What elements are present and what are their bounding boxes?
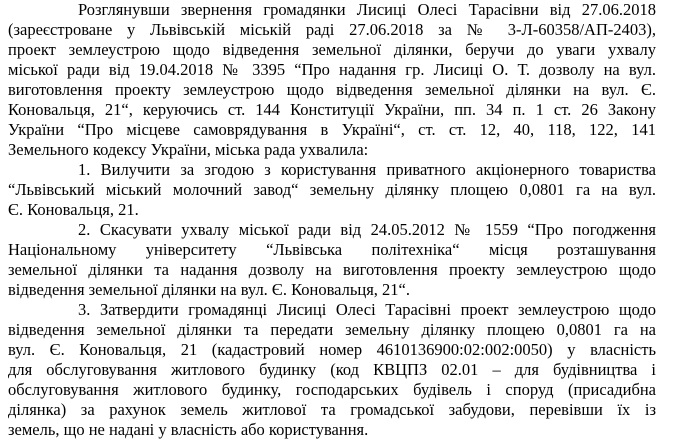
item-2-line-4: відведення земельної ділянки на вул. Є. Коновальця, 21“. — [8, 280, 411, 299]
preamble-line-3: проект землеустрою щодо відведення земельної ділянки, беручи до уваги ухвалу — [8, 40, 656, 59]
preamble-line-8: Земельного кодексу України, міська рада ухвалила: — [8, 140, 369, 159]
item-1-line-2: “Львівський міський молочний завод“ земельну ділянку площею 0,0801 га на вул. — [8, 180, 656, 199]
preamble-line-6: Коновальця, 21“, керуючись ст. 144 Конституції України, пп. 34 п. 1 ст. 26 Закону — [8, 100, 656, 119]
item-2-line-3: земельної ділянки та надання дозволу на виготовлення проекту землеустрою щодо — [8, 260, 656, 279]
preamble-line-5: виготовлення проекту землеустрою щодо відведення земельної ділянки на вул. Є. — [8, 80, 656, 99]
preamble-line-7: України “Про місцеве самоврядування в Україні“, ст. ст. 12, 40, 118, 122, 141 — [8, 120, 656, 139]
item-1-line-1: 1. Вилучити за згодою з користування приватного акціонерного товариства — [78, 160, 656, 179]
item-3-line-1: 3. Затвердити громадянці Лисиці Олесі Тарасівні проект землеустрою щодо — [78, 300, 656, 319]
item-3-line-2: відведення земельної ділянки та передати земельну ділянку площею 0,0801 га на — [8, 320, 656, 339]
item-3-line-7: земель, що не надані у власність або користування. — [8, 420, 369, 439]
item-3-line-3: вул. Є. Коновальця, 21 (кадастровий номер 4610136900:02:002:0050) у власність — [8, 340, 656, 359]
preamble-line-4: міської ради від 19.04.2018 № 3395 “Про надання гр. Лисиці О. Т. дозволу на вул. — [8, 60, 656, 79]
item-3-line-4: для обслуговування житлового будинку (код КВЦПЗ 02.01 – для будівництва і — [8, 360, 656, 379]
item-1-line-3: Є. Коновальця, 21. — [8, 200, 139, 219]
item-2-line-2: Національному університету “Львівська політехніка“ місця розташування — [8, 240, 656, 259]
item-3-line-6: ділянка) за рахунок земель житлової та громадської забудови, перевівши їх із — [8, 400, 656, 419]
item-2-line-1: 2. Скасувати ухвалу міської ради від 24.05.2012 № 1559 “Про погодження — [78, 220, 656, 239]
item-3-line-5: обслуговування житлового будинку, господарських будівель і споруд (присадибна — [8, 380, 656, 399]
preamble-line-1: Розглянувши звернення громадянки Лисиці Олесі Тарасівни від 27.06.2018 — [78, 0, 656, 19]
preamble-line-2: (зареєстроване у Львівській міській раді 27.06.2018 за № 3-Л-60358/АП-2403), — [8, 20, 656, 39]
